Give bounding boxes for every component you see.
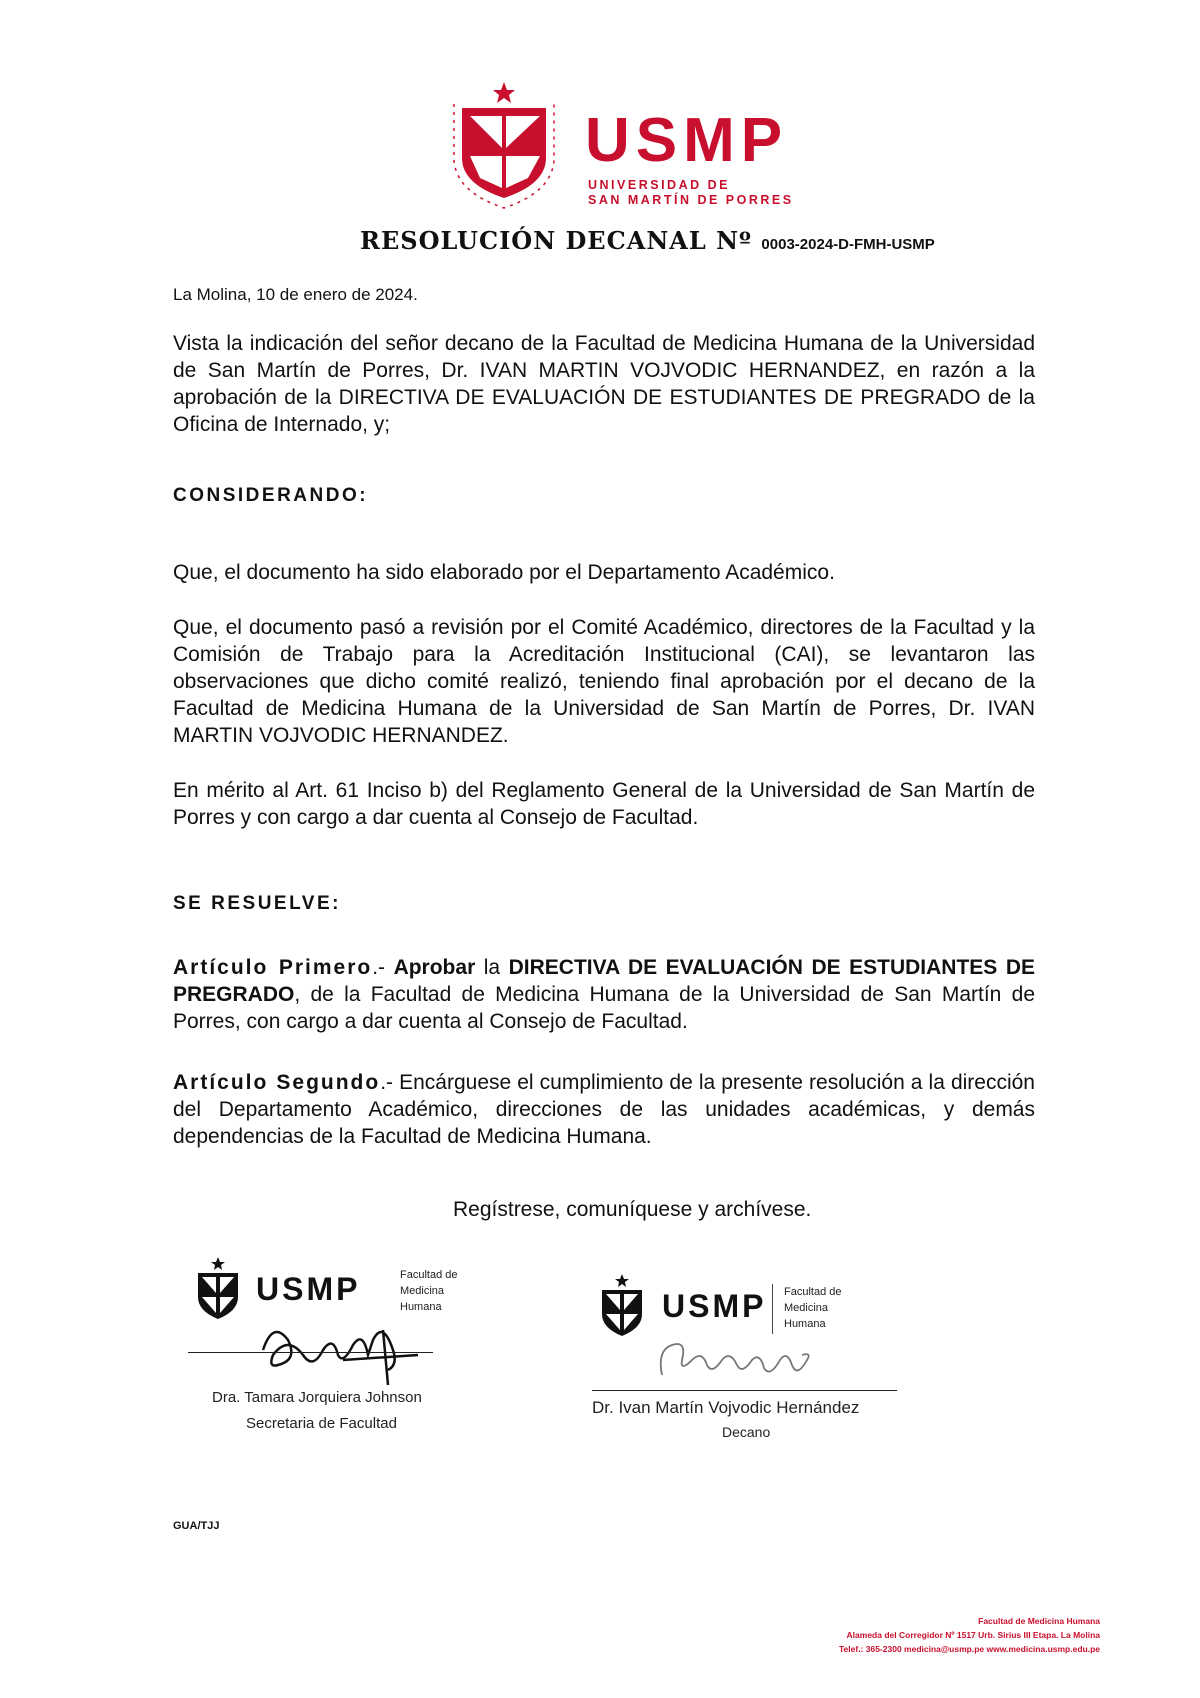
faculty-line: Facultad de [400,1269,458,1281]
usmp-wordmark: USMP [585,106,789,175]
document-initials: GUA/TJJ [173,1520,220,1532]
footer-contact [839,1614,1100,1656]
signature-block-secretary [188,1255,488,1435]
signature-right-usmp: USMP [662,1288,767,1324]
footer-line-2: Alameda del Corregidor Nº 1517 Urb. Sirius III Etapa. La Molina [846,1630,1100,1640]
university-name-line1: UNIVERSIDAD DE [588,178,730,192]
signature-right-faculty [784,1284,841,1332]
university-name-line2: SAN MARTÍN DE PORRES [588,193,794,207]
usmp-crest-small-icon [188,1255,248,1325]
footer-line-1: Facultad de Medicina Humana [978,1616,1100,1626]
article-one-label: Artículo Primero [173,956,373,979]
considerando-paragraph-1: Que, el documento ha sido elaborado por el Departamento Académico. [173,561,835,584]
signature-right-handwriting [652,1330,822,1390]
signature-left-role: Secretaria de Facultad [246,1415,397,1432]
resolution-number: 0003-2024-D-FMH-USMP [761,236,935,253]
resolution-title [360,226,935,255]
signature-right-role: Decano [722,1424,771,1440]
article-one [173,954,1035,1035]
article-one-verb: Aprobar [393,956,476,979]
article-one-directive: DIRECTIVA DE EVALUACIÓN DE ESTUDIANTES DE PREGRADO [173,956,1035,1006]
usmp-crest-small-icon [592,1272,652,1342]
resolution-title-main: RESOLUCIÓN DECANAL Nº [360,226,753,255]
signature-block-dean [592,1272,912,1442]
faculty-line: Humana [784,1318,826,1330]
logo-divider [772,1284,773,1334]
article-two-label: Artículo Segundo [173,1071,381,1094]
signature-left-line [188,1352,433,1353]
considerando-heading: CONSIDERANDO: [173,485,369,506]
signature-left-name: Dra. Tamara Jorquiera Johnson [212,1389,422,1406]
usmp-crest-icon [440,80,580,210]
article-one-pre: la [475,956,509,979]
faculty-line: Medicina [784,1302,829,1314]
article-two-rest: Encárguese el cumplimiento de la presente resolución a la dirección del Departamento Académico, direcciones de las unidades académicas, y demás dependencias de la Facultad de Medicina Humana. [173,1071,1035,1148]
closing-phrase: Regístrese, comuníquese y archívese. [453,1198,812,1221]
article-one-separator: .- [372,956,394,979]
footer-line-3: Telef.: 365-2300 medicina@usmp.pe www.medicina.usmp.edu.pe [838,1644,1100,1654]
intro-paragraph: Vista la indicación del señor decano de la Facultad de Medicina Humana de la Universidad de San Martín de Porres, Dr. IVAN MARTIN VOJVODIC HERNANDEZ, en razón a la aprobación de la DIRECTIVA DE EVALUACIÓN DE ESTUDIANTES DE PREGRADO de la Oficina de Internado, y; [173,332,1035,436]
signature-left-usmp: USMP [256,1271,361,1307]
resuelve-heading: SE RESUELVE: [173,893,341,914]
article-two [173,1069,1035,1150]
signature-left-faculty [400,1267,457,1315]
signature-left-handwriting [243,1310,423,1390]
usmp-logo [440,80,800,210]
document-date: La Molina, 10 de enero de 2024. [173,285,418,304]
considerando-paragraph-2: Que, el documento pasó a revisión por el Comité Académico, directores de la Facultad y la Comisión de Trabajo para la Acreditación Institucional (CAI), se levantaron las observaciones que dicho comité realizó, teniendo final aprobación por el decano de la Facultad de Medicina Humana de la Universidad de San Martín de Porres, Dr. IVAN MARTIN VOJVODIC HERNANDEZ. [173,616,1035,747]
faculty-line: Medicina [400,1285,445,1297]
faculty-line: Humana [400,1301,442,1313]
article-one-rest: , de la Facultad de Medicina Humana de la Universidad de San Martín de Porres, con cargo a dar cuenta al Consejo de Facultad. [173,983,1035,1033]
faculty-line: Facultad de [784,1286,842,1298]
signature-right-name: Dr. Ivan Martín Vojvodic Hernández [592,1398,860,1417]
considerando-paragraph-3: En mérito al Art. 61 Inciso b) del Reglamento General de la Universidad de San Martín de Porres y con cargo a dar cuenta al Consejo de Facultad. [173,779,1035,829]
article-two-separator: .- [380,1071,400,1094]
signature-right-line [592,1390,897,1391]
